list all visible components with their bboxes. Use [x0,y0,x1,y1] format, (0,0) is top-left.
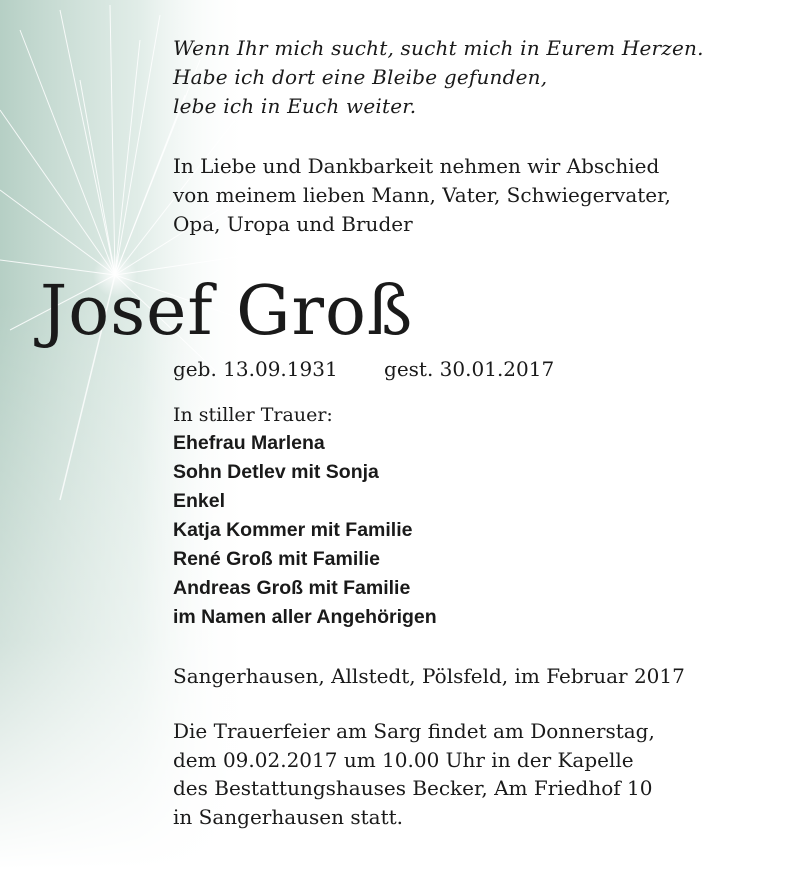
deceased-name: Josef Groß [40,272,414,351]
service-line: des Bestattungshauses Becker, Am Friedhof 10 [173,776,653,800]
birth-date: geb. 13.09.1931 [173,357,338,381]
intro-line: von meinem lieben Mann, Vater, Schwiegervater, [173,183,671,207]
poem-line: lebe ich in Euch weiter. [173,94,417,118]
death-date: gest. 30.01.2017 [384,357,555,381]
mourners-heading: In stiller Trauer: [173,404,333,426]
place-and-date: Sangerhausen, Allstedt, Pölsfeld, im Februar 2017 [173,664,685,688]
funeral-service-info [173,717,655,831]
service-line: in Sangerhausen statt. [173,804,404,829]
mourner-name: im Namen aller Angehörigen [173,606,437,628]
mourners-list [173,429,437,632]
intro-line: In Liebe und Dankbarkeit nehmen wir Abschied [173,154,660,178]
poem-line: Habe ich dort eine Bleibe gefunden, [173,65,548,89]
mourner-name: Enkel [173,490,226,512]
mourner-name: Ehefrau Marlena [173,432,325,454]
poem-line: Wenn Ihr mich sucht, sucht mich in Eurem Herzen. [173,36,704,60]
intro-line: Opa, Uropa und Bruder [173,212,413,236]
service-line: dem 09.02.2017 um 10.00 Uhr in der Kapelle [173,747,634,772]
life-dates [173,356,554,382]
mourner-name: Andreas Groß mit Familie [173,577,411,599]
mourner-name: René Groß mit Familie [173,548,380,570]
poem [173,34,704,121]
intro-text [173,152,671,239]
service-line: Die Trauerfeier am Sarg findet am Donnerstag, [173,719,655,743]
mourner-name: Sohn Detlev mit Sonja [173,461,379,483]
mourner-name: Katja Kommer mit Familie [173,519,413,541]
